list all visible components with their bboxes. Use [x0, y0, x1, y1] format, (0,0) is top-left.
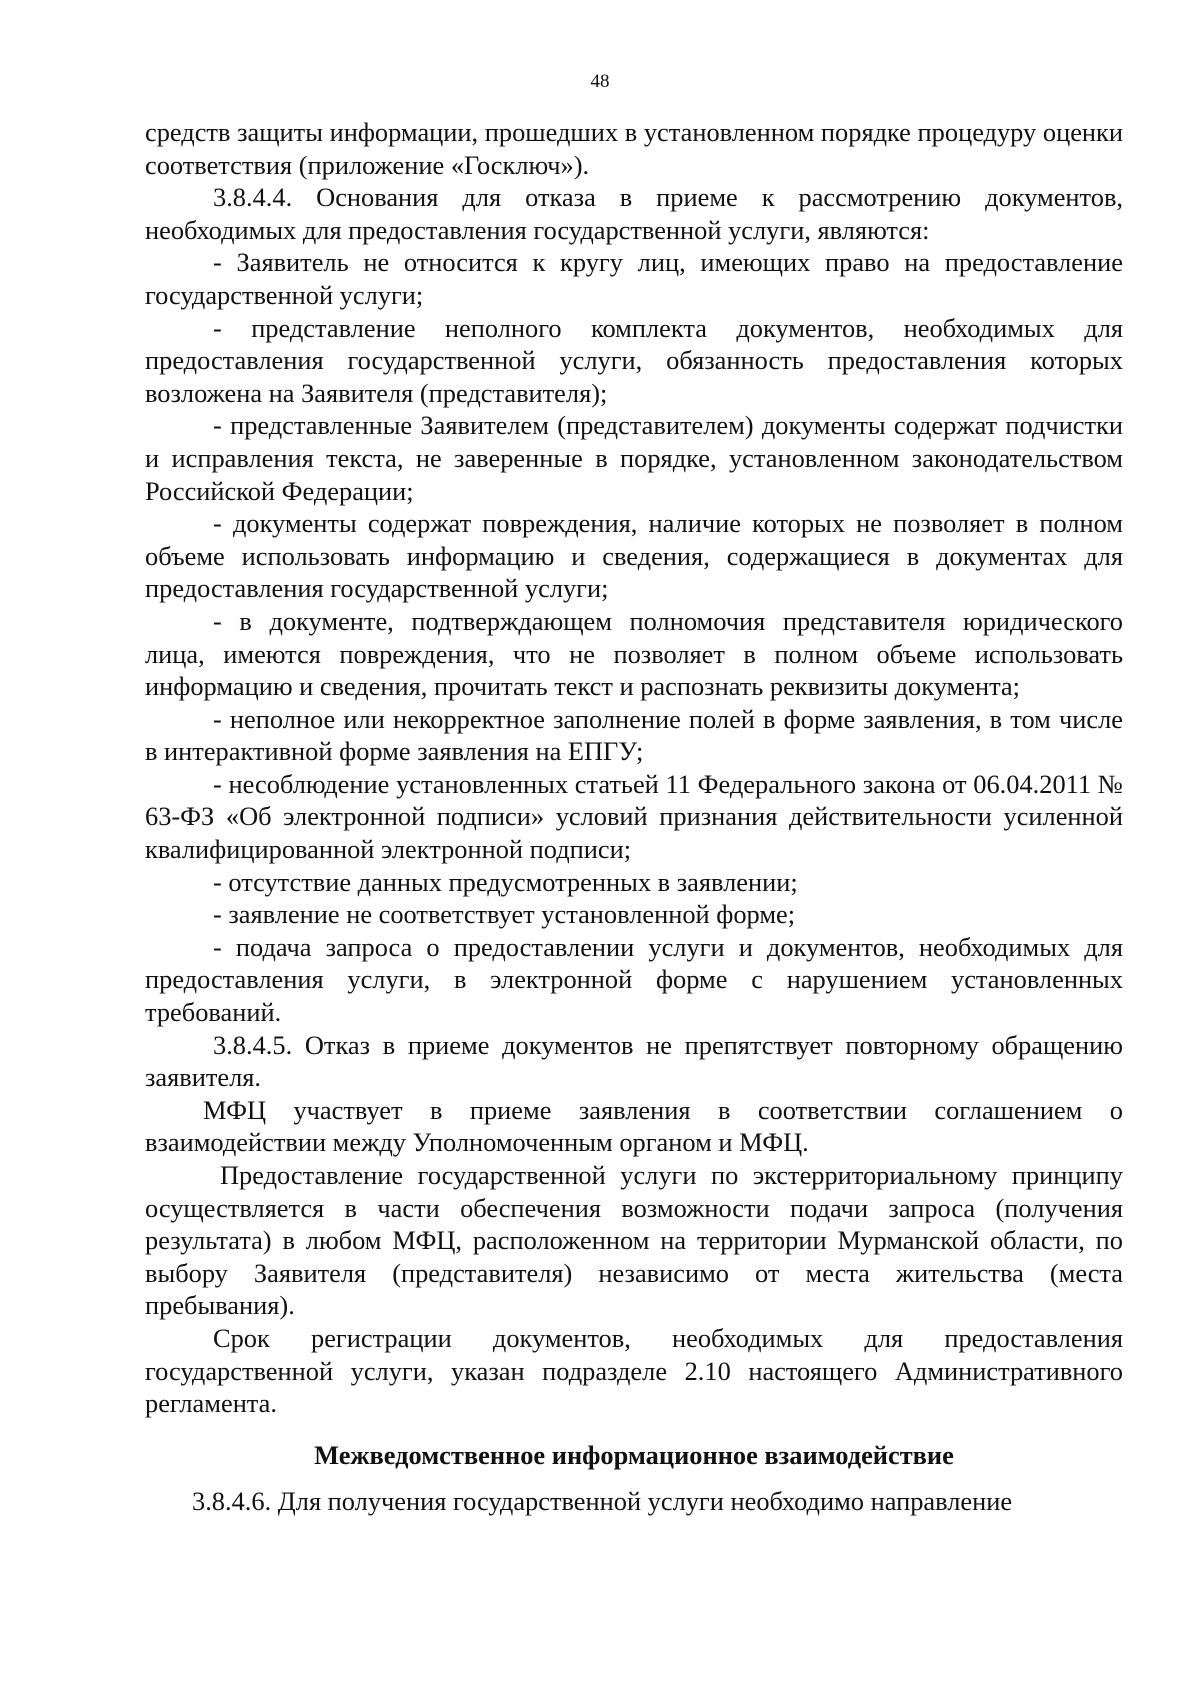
page-number: 48	[590, 71, 610, 92]
list-item-refusal-8: - отсутствие данных предусмотренных в заявлении;	[213, 866, 798, 897]
paragraph-continuation: средств защиты информации, прошедших в установленном порядке процедуру оценки соответствия (приложение «Госключ»).	[145, 117, 1123, 180]
list-item-refusal-3: - представленные Заявителем (представителем) документы содержат подчистки и исправления текста, не заверенные в порядке, установленном законодательством Российской Федерации;	[145, 410, 1123, 506]
list-item-refusal-6: - неполное или некорректное заполнение полей в форме заявления, в том числе в интерактивной форме заявления на ЕПГУ;	[145, 703, 1123, 767]
list-item-refusal-9: - заявление не соответствует установленной форме;	[213, 899, 796, 930]
list-item-refusal-5: - в документе, подтверждающем полномочия представителя юридического лица, имеются повреждения, что не позволяет в полном объеме использовать информацию и сведения, прочитать текст и распознать реквизиты документа;	[145, 605, 1123, 702]
list-item-refusal-10: - подача запроса о предоставлении услуги и документов, необходимых для предоставления услуги, в электронной форме с нарушением установленных требований.	[145, 931, 1123, 1028]
paragraph-registration-period: Срок регистрации документов, необходимых для предоставления государственной услуги, указан подразделе 2.10 настоящего Административного регламента.	[145, 1322, 1123, 1419]
paragraph-mfc: МФЦ участвует в приеме заявления в соответствии соглашением о взаимодействии между Уполномоченным органом и МФЦ.	[145, 1094, 1123, 1158]
list-item-refusal-2: - представление неполного комплекта документов, необходимых для предоставления государственной услуги, обязанность предоставления которых возложена на Заявителя (представителя);	[145, 312, 1123, 408]
paragraph-3-8-4-5: 3.8.4.5. Отказ в приеме документов не препятствует повторному обращению заявителя.	[145, 1029, 1123, 1093]
section-heading: Межведомственное информационное взаимодействие	[314, 1439, 954, 1470]
document-body	[145, 116, 1123, 1518]
list-item-refusal-7: - несоблюдение установленных статьей 11 Федерального закона от 06.04.2011 № 63-ФЗ «Об электронной подписи» условий признания действительности усиленной квалифицированной электронной подписи;	[145, 768, 1123, 865]
list-item-refusal-1: - Заявитель не относится к кругу лиц, имеющих право на предоставление государственной услуги;	[145, 247, 1123, 310]
paragraph-3-8-4-4: 3.8.4.4. Основания для отказа в приеме к рассмотрению документов, необходимых для предоставления государственной услуги, являются:	[145, 182, 1123, 245]
list-item-refusal-4: - документы содержат повреждения, наличие которых не позволяет в полном объеме использовать информацию и сведения, содержащиеся в документах для предоставления государственной услуги;	[145, 508, 1123, 604]
paragraph-3-8-4-6: 3.8.4.6. Для получения государственной услуги необходимо направление	[192, 1486, 1013, 1517]
paragraph-extraterritorial: Предоставление государственной услуги по экстерриториальному принципу осуществляется в части обеспечения возможности подачи запроса (получения результата) в любом МФЦ, расположенном на территории Мурманской области, по выбору Заявителя (представителя) независимо от места жительства (места пребывания).	[145, 1160, 1123, 1321]
